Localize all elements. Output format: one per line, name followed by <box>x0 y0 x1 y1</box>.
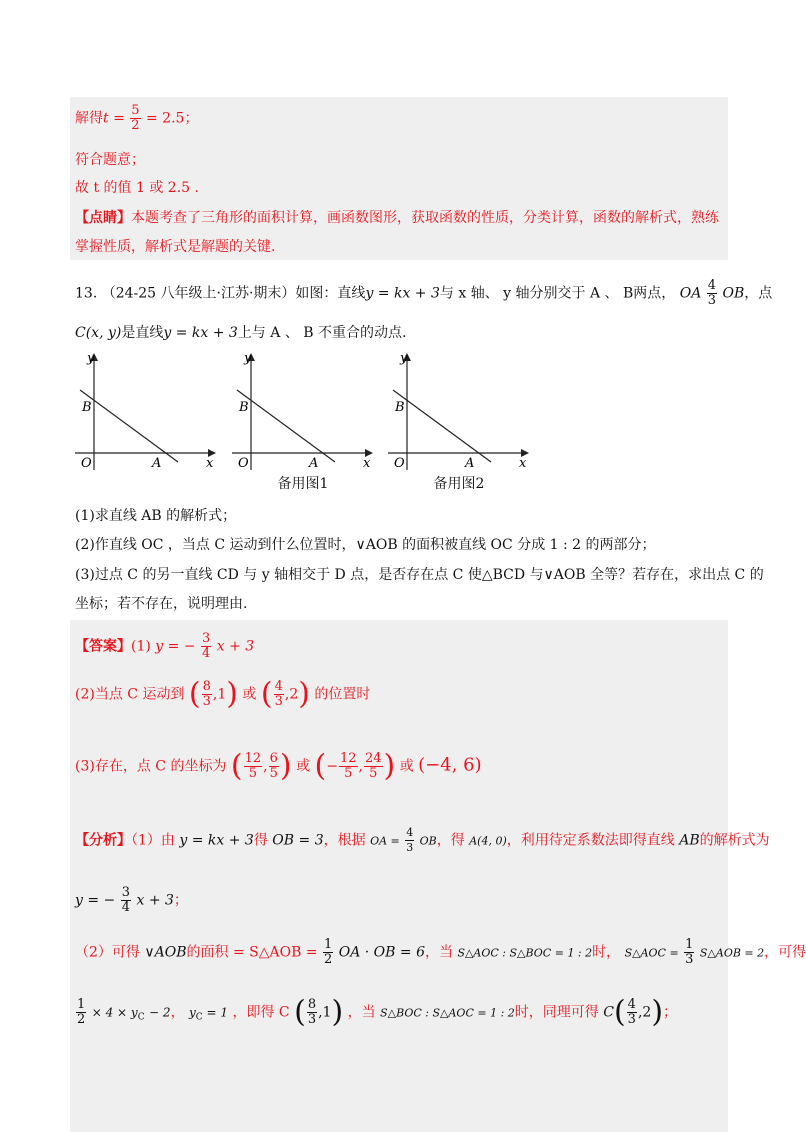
svg-text:A: A <box>309 456 319 471</box>
sub-question-2: (2)作直线 OC ，当点 C 运动到什么位置时，∨AOB 的面积被直线 OC 分成 1 : 2 的两部分； <box>75 537 656 553</box>
answer-line-1: 【答案】(1) y = − $\frac{3}{4}$ x + 3 <box>75 631 255 661</box>
svg-text:O: O <box>238 456 249 471</box>
fraction: $\frac{1}{2}$ <box>324 937 333 967</box>
comment-line-2: 掌握性质，解析式是解题的关键. <box>75 239 276 255</box>
sub-question-3-cont: 坐标；若不存在，说明理由. <box>75 596 248 612</box>
svg-text:B: B <box>395 400 405 415</box>
svg-text:A: A <box>152 456 162 471</box>
analysis-line-1: 【分析】（1）由 y = kx + 3得 OB = 3，根据 OA = $\frac{4}{3}$ OB，得 A(4, 0)，利用待定系数法即得直线 AB的解析式为 <box>75 826 770 854</box>
fraction: $\frac{8}{3}$ <box>307 997 317 1027</box>
svg-text:y: y <box>244 351 252 366</box>
question-line-1: 13. （24-25 八年级上·江苏·期末）如图：直线y = kx + 3与 x 轴、 y 轴分别交于 A 、 B两点， OA $\frac{4}{3}$ OB，点 <box>75 278 773 308</box>
fraction: $\frac{24}{5}$ <box>364 751 382 781</box>
answer-line-2: (2)当点 C 运动到 ( $\frac{8}{3}$ ,1) 或 ( $\frac{4}{3}$ ,2) 的位置时 <box>75 676 371 712</box>
analysis-line-4: $\frac{1}{2}$ × $4 \times y_C - 2$， $y_C = 1$ ，即得 C ( $\frac{8}{3}$ ,1) ，当 S△BOC : S△AOC = 1 : 2时，同理可得 C( $\frac{4}{3}$ ,2)； <box>77 994 678 1030</box>
fraction: $\frac{3}{4}$ <box>202 631 211 661</box>
graph-backup-1 <box>227 345 377 475</box>
svg-text:B: B <box>239 400 249 415</box>
fraction: $\frac{4}{3}$ <box>274 679 283 709</box>
graph-backup-2 <box>383 345 533 475</box>
svg-text:y: y <box>400 351 408 366</box>
caption-backup-2: 备用图2 <box>433 476 485 492</box>
svg-text:A: A <box>465 456 475 471</box>
svg-text:y: y <box>87 351 95 366</box>
fraction: $\frac{3}{4}$ <box>121 885 131 915</box>
fraction: $\frac{4}{3}$ <box>627 997 636 1027</box>
svg-text:x: x <box>363 456 371 471</box>
analysis-line-3: （2）可得 ∨AOB的面积 = S△AOB = $\frac{1}{2}$ OA · OB = 6，当 S△AOC : S△BOC = 1 : 2时， S△AOC = $\frac{1}{3}$ S△AOB = 2，可得 <box>75 937 806 967</box>
fraction: $\frac{6}{5}$ <box>269 751 278 781</box>
caption-backup-1: 备用图1 <box>277 476 329 492</box>
graph-main <box>70 345 220 475</box>
analysis-line-2: y = − $\frac{3}{4}$ x + 3； <box>75 885 188 915</box>
fraction: $\frac{8}{3}$ <box>202 679 211 709</box>
fraction: $\frac{1}{2}$ <box>77 997 86 1027</box>
comment-line-1: 【点睛】本题考查了三角形的面积计算，画函数图形，获取函数的性质，分类计算，函数的解析式，熟练 <box>75 210 719 226</box>
svg-text:x: x <box>519 456 527 471</box>
solution-line-3: 故 t 的值 1 或 2.5 . <box>75 180 199 196</box>
fraction: $\frac{1}{3}$ <box>685 937 694 967</box>
svg-text:x: x <box>206 456 214 471</box>
svg-text:O: O <box>81 456 92 471</box>
question-line-2: C(x, y)是直线y = kx + 3上与 A 、 B 不重合的动点. <box>75 325 407 341</box>
fraction: $\frac{4}{3}$ <box>406 826 414 854</box>
fraction: $\frac{4}{3}$ <box>707 278 717 308</box>
solution-line-2: 符合题意； <box>75 152 145 168</box>
fraction: $\frac{5}{2}$ <box>131 103 140 133</box>
fraction: $\frac{12}{5}$ <box>244 751 262 781</box>
sub-question-1: (1)求直线 AB 的解析式； <box>75 508 237 524</box>
svg-text:B: B <box>82 400 92 415</box>
svg-text:O: O <box>394 456 405 471</box>
fraction: $\frac{12}{5}$ <box>339 751 357 781</box>
solution-line-1: 解得t = $\frac{5}{2}$ = 2.5； <box>75 103 199 133</box>
answer-line-3: (3)存在，点 C 的坐标为 ( $\frac{12}{5}$ , $\frac{6}{5}$ ) 或 (− $\frac{12}{5}$ , $\frac{24}{5}$ ) 或 (−4, 6) <box>75 748 482 784</box>
sub-question-3: (3)过点 C 的另一直线 CD 与 y 轴相交于 D 点，是否存在点 C 使△BCD 与∨AOB 全等？若存在，求出点 C 的 <box>75 567 764 583</box>
